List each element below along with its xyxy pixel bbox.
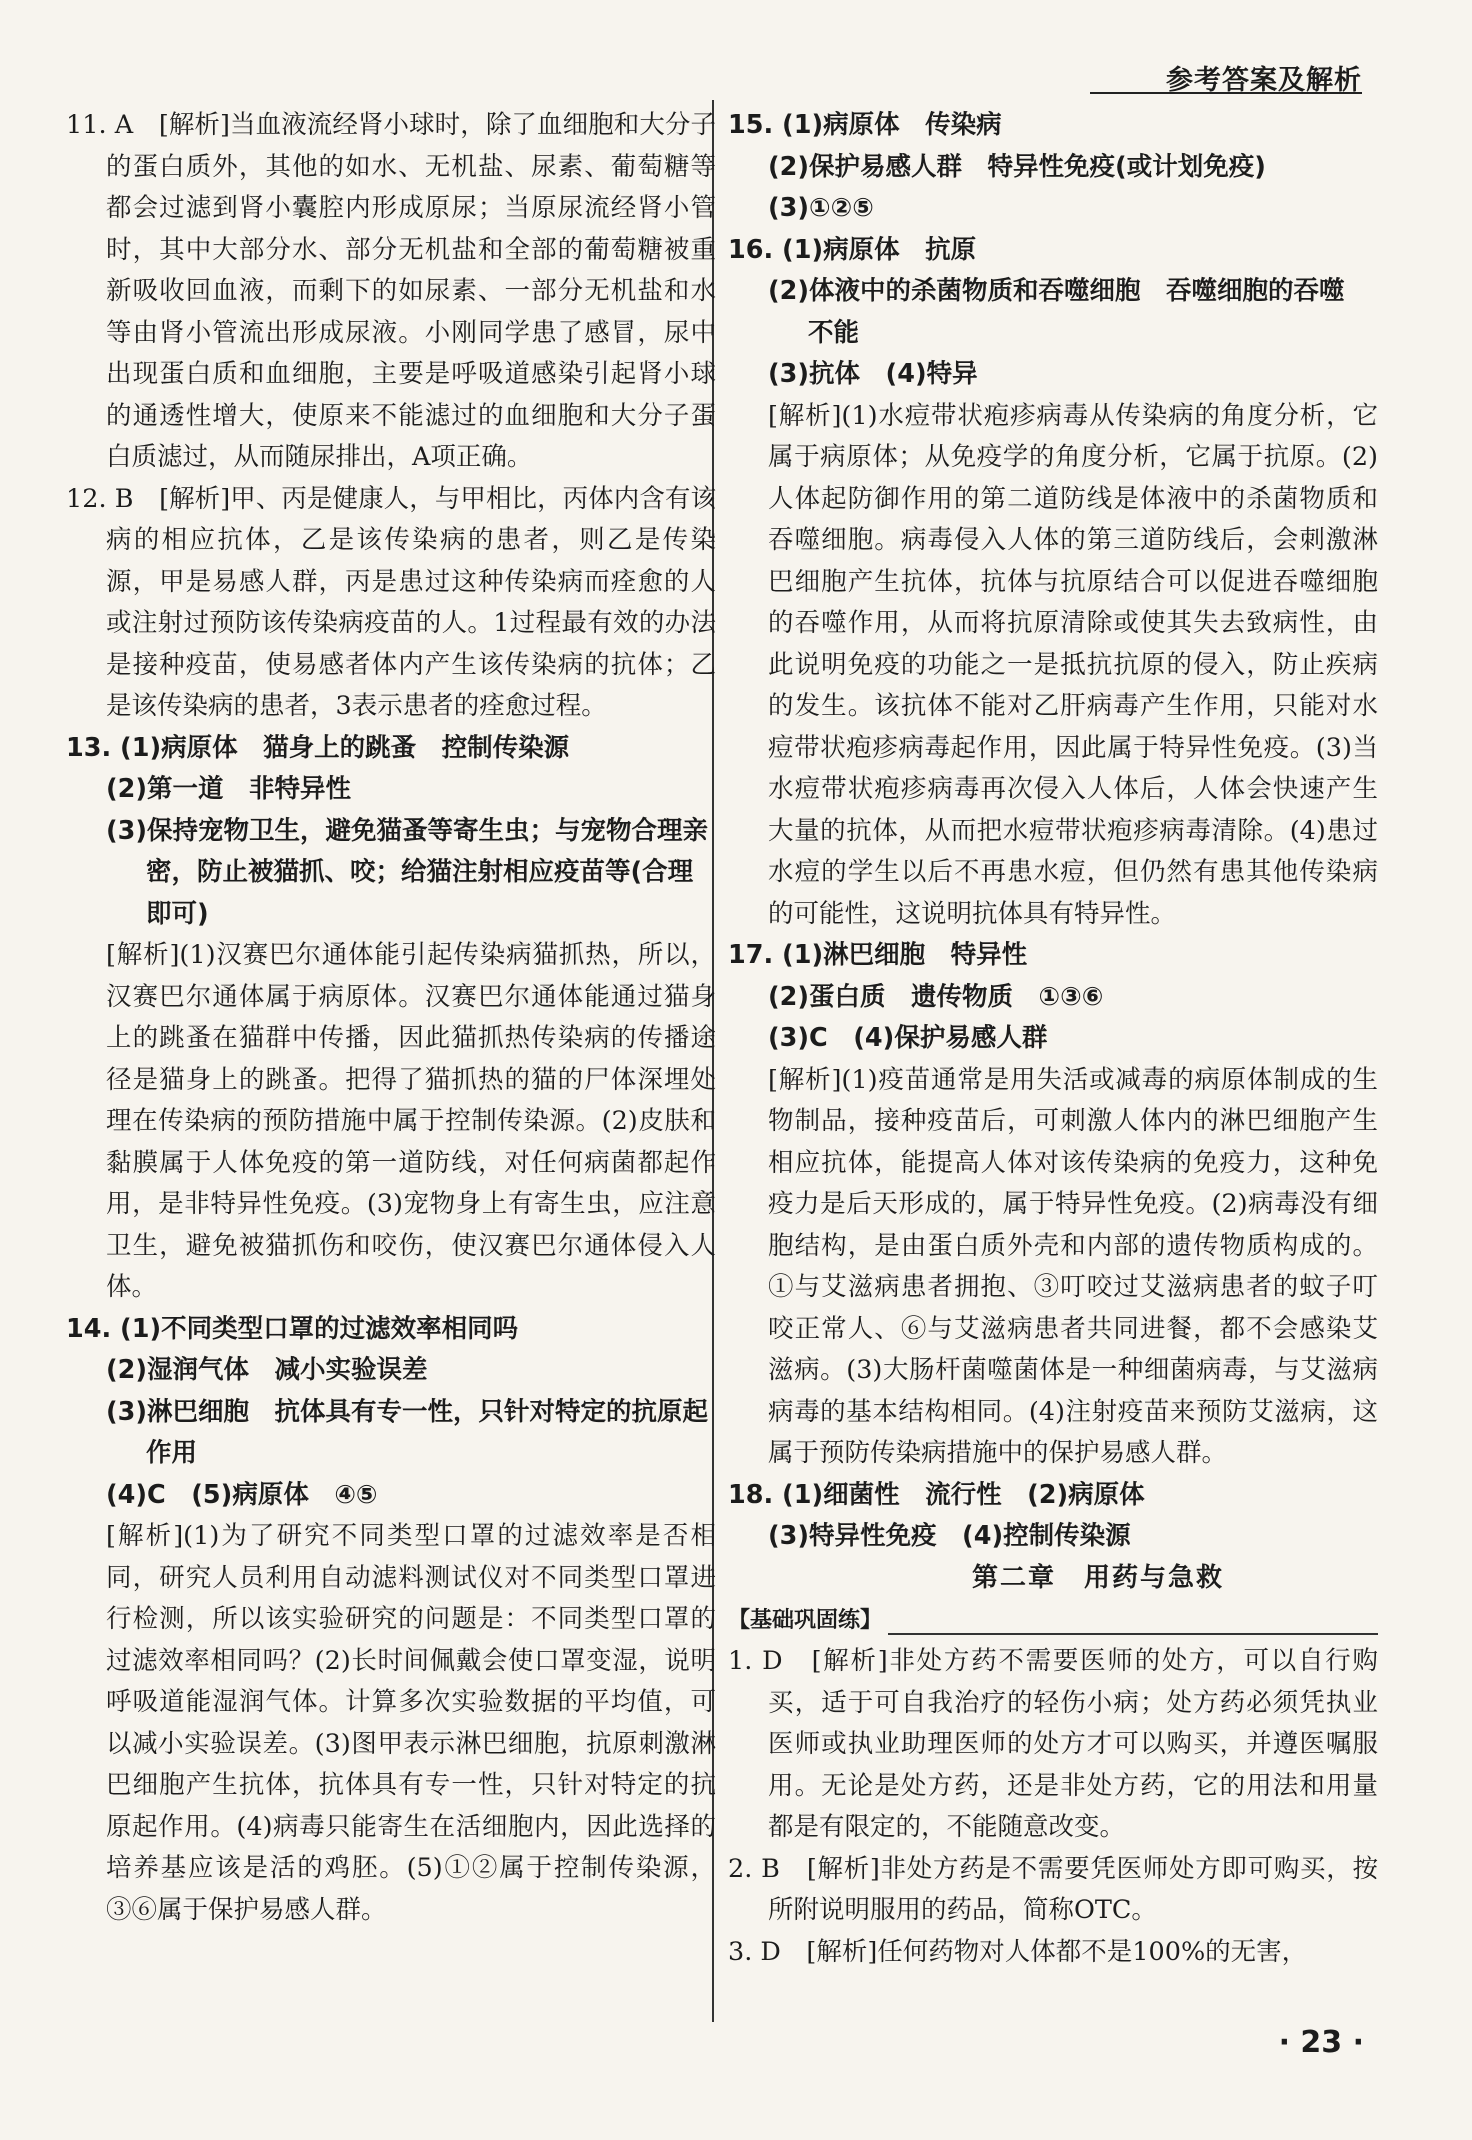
answer-17 xyxy=(728,935,1378,1475)
answer-14-line4: (4)C (5)病原体 ④⑤ xyxy=(106,1479,378,1510)
chapter-title: 第二章 用药与急救 xyxy=(971,1562,1224,1593)
header-rule xyxy=(1090,92,1362,94)
answer-17-line1: 17. (1)淋巴细胞 特异性 xyxy=(728,940,1028,970)
right-column xyxy=(728,105,1378,1973)
answer-14-line2: (2)湿润气体 减小实验误差 xyxy=(106,1355,428,1385)
answer-13-line3: (3)保持宠物卫生，避免猫蚤等寄生虫；与宠物合理亲密，防止被猫抓、咬；给猫注射相应疫苗等(合理即可) xyxy=(106,815,709,929)
answer-16-explanation: [解析](1)水痘带状疱疹病毒从传染病的角度分析，它属于病原体；从免疫学的角度分析，它属于抗原。(2)人体起防御作用的第二道防线是体液中的杀菌物质和吞噬细胞。病毒侵入人体的第三道防线后，会刺激淋巴细胞产生抗体，抗体与抗原结合可以促进吞噬细胞的吞噬作用，从而将抗原清除或使其失去致病性，由此说明免疫的功能之一是抵抗抗原的侵入，防止疾病的发生。该抗体不能对乙肝病毒产生作用，只能对水痘带状疱疹病毒起作用，因此属于特异性免疫。(3)当水痘带状疱疹病毒再次侵入人体后，人体会快速产生大量的抗体，从而把水痘带状疱疹病毒清除。(4)患过水痘的学生以后不再患水痘，但仍然有患其他传染病的可能性，这说明抗体具有特异性。 xyxy=(768,400,1378,929)
answer-18-line1: 18. (1)细菌性 流行性 (2)病原体 xyxy=(728,1479,1145,1510)
header-title: 参考答案及解析 xyxy=(1166,65,1362,96)
answer-18-line2: (3)特异性免疫 (4)控制传染源 xyxy=(768,1521,1131,1551)
answer-14-line1: 14. (1)不同类型口罩的过滤效率相同吗 xyxy=(66,1313,519,1344)
answer-14-explanation: [解析](1)为了研究不同类型口罩的过滤效率是否相同，研究人员利用自动滤料测试仪对不同类型口罩进行检测，所以该实验研究的问题是：不同类型口罩的过滤效率相同吗？(2)长时间佩戴会使口罩变湿，说明呼吸道能湿润气体。计算多次实验数据的平均值，可以减小实验误差。(3)图甲表示淋巴细胞，抗原刺激淋巴细胞产生抗体，抗体具有专一性，只针对特定的抗原起作用。(4)病毒只能寄生在活细胞内，因此选择的培养基应该是活的鸡胚。(5)①②属于控制传染源，③⑥属于保护易感人群。 xyxy=(106,1521,716,1925)
left-column xyxy=(66,105,716,1931)
answer-18 xyxy=(728,1475,1378,1558)
chapter2-answer-1: 1. D [解析]非处方药不需要医师的处方，可以自行购买，适于可自我治疗的轻伤小病；处方药必须凭执业医师或执业助理医师的处方才可以购买，并遵医嘱服用。无论是处方药，还是非处方药，它的用法和用量都是有限定的，不能随意改变。 xyxy=(728,1646,1378,1842)
chapter2-answer-3: 3. D [解析]任何药物对人体都不是100%的无害， xyxy=(728,1936,1308,1967)
answer-16-line3: (3)抗体 (4)特异 xyxy=(768,359,978,389)
answer-15 xyxy=(728,105,1378,230)
answer-15-line3: (3)①②⑤ xyxy=(768,193,874,223)
answer-13-line1: 13. (1)病原体 猫身上的跳蚤 控制传染源 xyxy=(66,732,570,763)
answer-13 xyxy=(66,728,716,1309)
answer-15-line1: 15. (1)病原体 传染病 xyxy=(728,110,1002,140)
answer-16-line2: (2)体液中的杀菌物质和吞噬细胞 吞噬细胞的吞噬 不能 xyxy=(768,276,1371,348)
answer-13-line2: (2)第一道 非特异性 xyxy=(106,774,352,804)
answer-16-line1: 16. (1)病原体 抗原 xyxy=(728,234,977,265)
answer-17-line3: (3)C (4)保护易感人群 xyxy=(768,1023,1048,1053)
chapter2-answer-2: 2. B [解析]非处方药是不需要凭医师处方即可购买，按所附说明服用的药品，简称OTC。 xyxy=(728,1853,1378,1925)
answer-17-explanation: [解析](1)疫苗通常是用失活或减毒的病原体制成的生物制品，接种疫苗后，可刺激人体内的淋巴细胞产生相应抗体，能提高人体对该传染病的免疫力，这种免疫力是后天形成的，属于特异性免疫。(2)病毒没有细胞结构，是由蛋白质外壳和内部的遗传物质构成的。①与艾滋病患者拥抱、③叮咬过艾滋病患者的蚊子叮咬正常人、⑥与艾滋病患者共同进餐，都不会感染艾滋病。(3)大肠杆菌噬菌体是一种细菌病毒，与艾滋病病毒的基本结构相同。(4)注射疫苗来预防艾滋病，这属于预防传染病措施中的保护易感人群。 xyxy=(768,1064,1378,1468)
answer-14-line3: (3)淋巴细胞 抗体具有专一性，只针对特定的抗原起作用 xyxy=(106,1396,709,1468)
section-header xyxy=(728,1599,1378,1641)
answer-14 xyxy=(66,1309,716,1932)
answer-13-explanation: [解析](1)汉赛巴尔通体能引起传染病猫抓热，所以，汉赛巴尔通体属于病原体。汉赛巴尔通体能通过猫身上的跳蚤在猫群中传播，因此猫抓热传染病的传播途径是猫身上的跳蚤。把得了猫抓热的猫的尸体深埋处理在传染病的预防措施中属于控制传染源。(2)皮肤和黏膜属于人体免疫的第一道防线，对任何病菌都起作用，是非特异性免疫。(3)宠物身上有寄生虫，应注意卫生，避免被猫抓伤和咬伤，使汉赛巴尔通体侵入人体。 xyxy=(106,940,716,1302)
page-number: · 23 · xyxy=(1278,2025,1364,2060)
answer-16 xyxy=(728,230,1378,936)
answer-12: 12. B [解析]甲、丙是健康人，与甲相比，丙体内含有该病的相应抗体，乙是该传染病的患者，则乙是传染源，甲是易感人群，丙是患过这种传染病而痊愈的人或注射过预防该传染病疫苗的人。1过程最有效的办法是接种疫苗，使易感者体内产生该传染病的抗体；乙是该传染病的患者，3表示患者的痊愈过程。 xyxy=(66,483,716,721)
answer-15-line2: (2)保护易感人群 特异性免疫(或计划免疫) xyxy=(768,151,1266,182)
section-label: 【基础巩固练】 xyxy=(728,1600,888,1642)
answer-17-line2: (2)蛋白质 遗传物质 ①③⑥ xyxy=(768,981,1104,1012)
answer-11: 11. A [解析]当血液流经肾小球时，除了血细胞和大分子的蛋白质外，其他的如水、无机盐、尿素、葡萄糖等都会过滤到肾小囊腔内形成原尿；当原尿流经肾小管时，其中大部分水、部分无机盐和全部的葡萄糖被重新吸收回血液，而剩下的如尿素、一部分无机盐和水等由肾小管流出形成尿液。小刚同学患了感冒，尿中出现蛋白质和血细胞，主要是呼吸道感染引起肾小球的通透性增大，使原来不能滤过的血细胞和大分子蛋白质滤过，从而随尿排出，A项正确。 xyxy=(66,110,716,472)
